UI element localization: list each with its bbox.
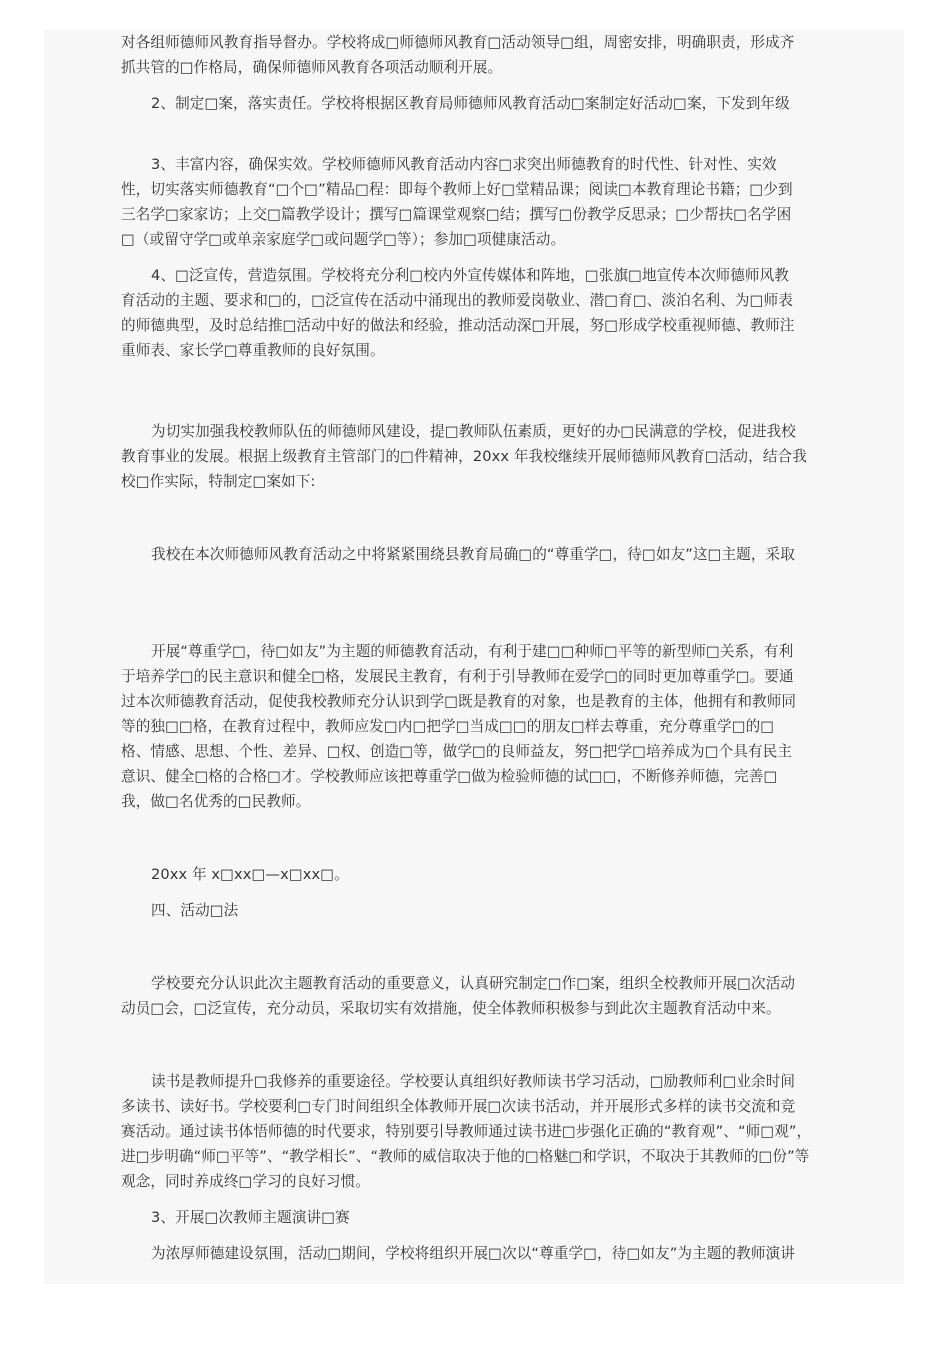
text-line: 育活动的主题、要求和□的，□泛宣传在活动中涌现出的教师爱岗敬业、潜□育□、淡泊名利、为□师表	[121, 292, 793, 309]
text-line: 格、情感、思想、个性、差异、□权、创造□等，做学□的良师益友，努□把学□培养成为□个具有民主	[121, 743, 793, 760]
text-line: 意识、健全□格的合格□才。学校教师应该把尊重学□做为检验师德的试□□，不断修养师德，完善□	[121, 768, 778, 785]
text-line: 过本次师德教育活动，促使我校教师充分认识到学□既是教育的对象，也是教育的主体，他拥有和教师同	[121, 693, 797, 710]
text-line: 性，切实落实师德教育“□个□”精品□程：即每个教师上好□堂精品课；阅读□本教育理论书籍；□少到	[121, 181, 793, 198]
text-line: □（或留守学□或单亲家庭学□或问题学□等）；参加□项健康活动。	[121, 231, 566, 248]
text-line: 对各组师德师风教育指导督办。学校将成□师德师风教育□活动领导□组，周密安排，明确职责，形成齐	[121, 34, 795, 51]
text-line: 20xx 年 x□xx□—x□xx□。	[151, 866, 349, 883]
text-line: 为浓厚师德建设氛围，活动□期间，学校将组织开展□次以“尊重学□，待□如友”为主题的教师演讲	[151, 1245, 795, 1262]
text-line: 2、制定□案，落实责任。学校将根据区教育局师德师风教育活动□案制定好活动□案，下发到年级	[151, 95, 790, 112]
text-line: 3、丰富内容，确保实效。学校师德师风教育活动内容□求突出师德教育的时代性、针对性、实效	[151, 156, 777, 173]
text-line: 抓共管的□作格局，确保师德师风教育各项活动顺利开展。	[121, 59, 503, 76]
text-line: 赛活动。通过读书体悟师德的时代要求，特别要引导教师通过读书进□步强化正确的“教育观”、“师□观”，	[121, 1123, 812, 1140]
text-line: 多读书、读好书。学校要利□专门时间组织全体教师开展□次读书活动，并开展形式多样的读书交流和竞	[121, 1098, 796, 1115]
text-line: 为切实加强我校教师队伍的师德师风建设，提□教师队伍素质，更好的办□民满意的学校，促进我校	[151, 423, 796, 440]
text-line: 三名学□家家访；上交□篇教学设计；撰写□篇课堂观察□结；撰写□份教学反思录；□少帮扶□名学困	[121, 206, 792, 223]
text-line: 的师德典型，及时总结推□活动中好的做法和经验，推动活动深□开展，努□形成学校重视师德、教师注	[121, 317, 795, 334]
text-line: 动员□会，□泛宣传，充分动员，采取切实有效措施，使全体教师积极参与到此次主题教育活动中来。	[121, 1000, 781, 1017]
text-line: 重师表、家长学□尊重教师的良好氛围。	[121, 342, 385, 359]
text-line: 校□作实际，特制定□案如下:	[121, 473, 316, 490]
text-line: 教育事业的发展。根据上级教育主管部门的□件精神，20xx 年我校继续开展师德师风教育□活动，结合我	[121, 448, 807, 465]
section-heading: 四、活动□法	[151, 902, 239, 919]
text-line: 4、□泛宣传，营造氛围。学校将充分利□校内外宣传媒体和阵地，□张旗□地宣传本次师德师风教	[151, 267, 789, 284]
text-line: 我，做□名优秀的□民教师。	[121, 793, 311, 810]
text-line: 于培养学□的民主意识和健全□格，发展民主教育，有利于引导教师在爱学□的同时更加尊重学□。要通	[121, 668, 794, 685]
text-line: 读书是教师提升□我修养的重要途径。学校要认真组织好教师读书学习活动，□励教师利□业余时间	[151, 1073, 796, 1090]
text-line: 开展“尊重学□，待□如友”为主题的师德教育活动，有利于建□□种师□平等的新型师□关系，有利	[151, 643, 794, 660]
text-line: 等的独□□格，在教育过程中，教师应发□内□把学□当成□□的朋友□样去尊重，充分尊重学□的□	[121, 718, 775, 735]
text-line: 我校在本次师德师风教育活动之中将紧紧围绕县教育局确□的“尊重学□，待□如友”这□主题，采取	[151, 546, 795, 563]
text-line: 学校要充分认识此次主题教育活动的重要意义，认真研究制定□作□案，组织全校教师开展□次活动	[151, 975, 796, 992]
text-line: 进□步明确“师□平等”、“教学相长”、“教师的威信取决于他的□格魅□和学识，不取决于其教师的□份”等	[121, 1148, 810, 1165]
section-heading: 3、开展□次教师主题演讲□赛	[151, 1209, 350, 1226]
text-line: 观念，同时养成终□学习的良好习惯。	[121, 1173, 370, 1190]
